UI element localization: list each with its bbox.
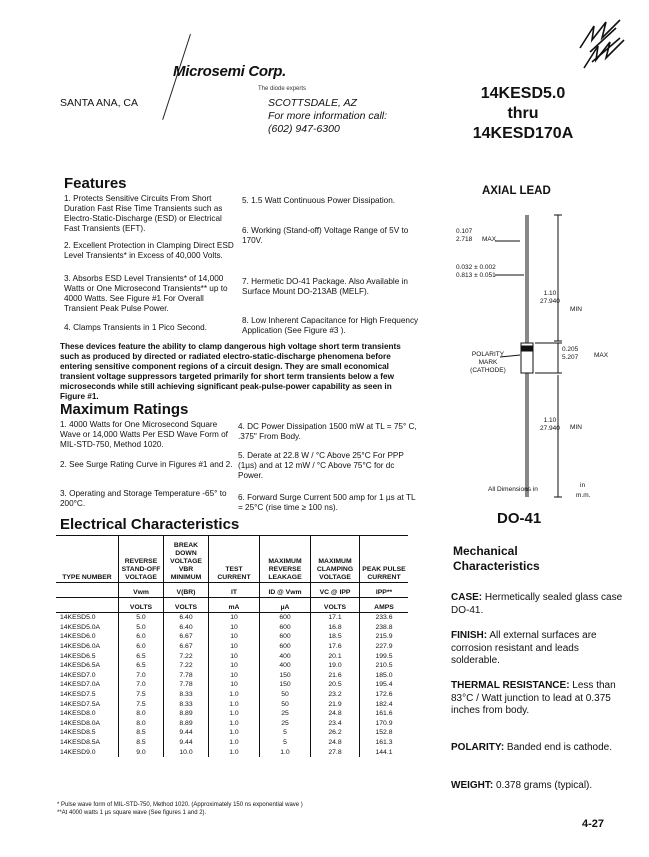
value-cell: 161.3 <box>360 738 409 748</box>
part-range-start: 14KESD5.0 <box>480 85 566 102</box>
value-cell: 10 <box>209 680 260 690</box>
value-cell: 8.89 <box>164 719 209 729</box>
type-number-cell: 14KESD8.0A <box>60 719 101 727</box>
value-cell: 10.0 <box>164 747 209 757</box>
col-unit: VOLTS <box>164 598 209 613</box>
table-row <box>56 738 408 748</box>
value-cell: 600 <box>260 613 311 623</box>
col-title: PEAK PULSE CURRENT <box>360 536 409 583</box>
rating-item: 4. DC Power Dissipation 1500 mW at TL = 75° C, .375" From Body. <box>238 422 417 441</box>
package-outline-diagram <box>420 205 615 505</box>
dim-tag: MIN <box>570 306 582 313</box>
location-left: SANTA ANA, CA <box>60 97 138 109</box>
value-cell: 5.0 <box>119 623 164 633</box>
value-cell: 6.67 <box>164 642 209 652</box>
col-title: TEST CURRENT <box>209 536 260 583</box>
dim-lead-length-2 <box>540 417 560 433</box>
part-range-thru: thru <box>507 105 539 122</box>
mechanical-heading-line: Characteristics <box>453 559 540 573</box>
col-unit: AMPS <box>360 598 409 613</box>
table-row <box>56 671 408 681</box>
type-number-cell: 14KESD7.5 <box>60 691 96 699</box>
dim-value: 0.107 <box>456 228 473 235</box>
rating-item: 3. Operating and Storage Temperature -65° to 200°C. <box>60 489 227 508</box>
features-heading: Features <box>64 175 127 192</box>
value-cell: 144.1 <box>360 747 409 757</box>
units-note: All Dimensions in <box>488 486 538 493</box>
table-notes <box>57 801 303 817</box>
value-cell: 195.4 <box>360 680 409 690</box>
dim-value: 1.10 <box>543 290 557 297</box>
value-cell: 199.5 <box>360 651 409 661</box>
col-title: BREAK DOWN VOLTAGE VBR MINIMUM <box>164 536 209 583</box>
value-cell: 152.8 <box>360 728 409 738</box>
feature-item: 8. Low Inherent Capacitance for High Frequency Application (See Figure #3 ). <box>242 316 419 335</box>
value-cell: 5 <box>260 738 311 748</box>
value-cell: 1.0 <box>209 738 260 748</box>
value-cell: 5.0 <box>119 613 164 623</box>
col-title: TYPE NUMBER <box>56 536 119 583</box>
feature-item: 6. Working (Stand-off) Voltage Range of 5V to 170V. <box>242 226 409 245</box>
value-cell: 1.0 <box>260 747 311 757</box>
value-cell: 7.5 <box>119 699 164 709</box>
value-cell: 1.0 <box>209 747 260 757</box>
value-cell: 10 <box>209 613 260 623</box>
value-cell: 10 <box>209 661 260 671</box>
table-row <box>56 690 408 700</box>
value-cell: 23.4 <box>311 719 360 729</box>
value-cell: 6.5 <box>119 651 164 661</box>
lead-type-label: AXIAL LEAD <box>482 185 551 197</box>
mech-label: POLARITY: <box>451 742 505 753</box>
electrical-table-body <box>56 613 408 757</box>
type-number-cell: 14KESD8.0 <box>60 710 96 718</box>
type-number-cell: 14KESD7.5A <box>60 700 101 708</box>
value-cell: 24.8 <box>311 738 360 748</box>
table-row <box>56 613 408 623</box>
value-cell: 17.6 <box>311 642 360 652</box>
value-cell: 7.78 <box>164 671 209 681</box>
value-cell: 7.22 <box>164 661 209 671</box>
value-cell: 600 <box>260 642 311 652</box>
type-number-cell: 14KESD8.5A <box>60 739 101 747</box>
mech-label: THERMAL RESISTANCE: <box>451 680 570 691</box>
dim-body-diameter <box>456 228 472 244</box>
rating-item: 6. Forward Surge Current 500 amp for 1 µs at TL = 25°C (rise time ≥ 100 ns). <box>238 493 416 512</box>
col-symbol <box>56 583 119 598</box>
contact-block <box>268 97 387 136</box>
value-cell: 6.0 <box>119 642 164 652</box>
rating-item: 5. Derate at 22.8 W / °C Above 25°C For PPP (1µs) and at 12 mW / °C Above 75°C for dc Power. <box>238 451 404 480</box>
value-cell: 10 <box>209 642 260 652</box>
mech-label: CASE: <box>451 592 483 603</box>
value-cell: 8.0 <box>119 719 164 729</box>
dim-value: 27.940 <box>540 425 560 432</box>
value-cell: 8.5 <box>119 738 164 748</box>
table-row <box>56 680 408 690</box>
table-row <box>56 709 408 719</box>
value-cell: 600 <box>260 623 311 633</box>
mech-item-case <box>451 592 626 617</box>
info-line: For more information call: <box>268 110 388 122</box>
value-cell: 400 <box>260 661 311 671</box>
phone-number: (602) 947-6300 <box>268 123 340 135</box>
col-unit: VOLTS <box>311 598 360 613</box>
value-cell: 24.8 <box>311 709 360 719</box>
table-row <box>56 651 408 661</box>
table-row <box>56 719 408 729</box>
table-row <box>56 623 408 633</box>
page-number: 4-27 <box>582 818 605 830</box>
value-cell: 1.0 <box>209 728 260 738</box>
feature-item: 1. Protects Sensitive Circuits From Short Duration Fast Rise Time Transients such as Electro-Static-Discharge (ESD) or Electrical Fast Transients (EFT). <box>64 194 223 233</box>
feature-item: 3. Absorbs ESD Level Transients* of 14,000 Watts or One Microsecond Transients** up to 4000 Watts. See Figure #1 For Overall Transient Peak Pulse Power. <box>64 274 228 313</box>
value-cell: 20.1 <box>311 651 360 661</box>
dim-value: 0.205 <box>562 346 579 353</box>
dim-value: 5.207 <box>562 354 579 361</box>
mech-item-thermal <box>451 680 626 718</box>
type-number-cell: 14KESD6.5 <box>60 652 96 660</box>
value-cell: 50 <box>260 699 311 709</box>
value-cell: 25 <box>260 709 311 719</box>
table-note: **At 4000 watts 1 µs square wave (See figures 1 and 2). <box>57 810 207 816</box>
dim-tag: MAX <box>482 236 497 243</box>
mech-text: Banded end is cathode. <box>504 742 613 753</box>
dim-body-length <box>562 346 578 362</box>
col-symbol: VC @ IPP <box>311 583 360 598</box>
value-cell: 215.9 <box>360 632 409 642</box>
table-row <box>56 632 408 642</box>
dim-tag: MAX <box>594 352 609 359</box>
mech-label: FINISH: <box>451 630 488 641</box>
value-cell: 8.33 <box>164 699 209 709</box>
mechanical-heading-line: Mechanical <box>453 544 518 558</box>
dim-value: 0.032 ± 0.002 <box>456 264 496 271</box>
brand-mark-icon <box>576 18 628 76</box>
value-cell: 8.5 <box>119 728 164 738</box>
mechanical-heading <box>453 544 540 574</box>
value-cell: 7.5 <box>119 690 164 700</box>
mech-text: All external surfaces are corrosion resistant and leads solderable. <box>451 630 597 666</box>
location-right: SCOTTSDALE, AZ <box>268 97 357 109</box>
table-row <box>56 747 408 757</box>
value-cell: 172.6 <box>360 690 409 700</box>
value-cell: 6.40 <box>164 623 209 633</box>
value-cell: 25 <box>260 719 311 729</box>
value-cell: 1.0 <box>209 690 260 700</box>
type-number-cell: 14KESD6.5A <box>60 662 101 670</box>
type-number-cell: 14KESD6.0A <box>60 643 101 651</box>
value-cell: 17.1 <box>311 613 360 623</box>
col-title: MAXIMUM CLAMPING VOLTAGE <box>311 536 360 583</box>
col-symbol: Vwm <box>119 583 164 598</box>
feature-item: 7. Hermetic DO-41 Package. Also Available in Surface Mount DO-213AB (MELF). <box>242 277 408 296</box>
table-row <box>56 699 408 709</box>
dim-lead-diameter <box>456 264 496 280</box>
value-cell: 161.6 <box>360 709 409 719</box>
value-cell: 233.6 <box>360 613 409 623</box>
col-title: REVERSE STAND-OFF VOLTAGE <box>119 536 164 583</box>
value-cell: 8.33 <box>164 690 209 700</box>
mech-text: 0.378 grams (typical). <box>493 780 593 791</box>
value-cell: 150 <box>260 671 311 681</box>
type-number-cell: 14KESD7.0 <box>60 671 96 679</box>
col-unit: VOLTS <box>119 598 164 613</box>
features-paragraph: These devices feature the ability to clamp dangerous high voltage short term transients such as produced by directed or radiated electro-static-discharge phenomena before entering sensitive component regions of a circuit design. They are small economical transient voltage suppressors targeted primarily for short term transients below a few microseconds while still achieving significant peak-pulse-power capability as seen in Figure #1. <box>60 342 401 401</box>
rating-item: 2. See Surge Rating Curve in Figures #1 and 2. <box>60 460 233 469</box>
type-number-cell: 14KESD9.0 <box>60 748 96 756</box>
dim-value: 27.940 <box>540 298 560 305</box>
value-cell: 10 <box>209 632 260 642</box>
col-unit <box>56 598 119 613</box>
value-cell: 10 <box>209 651 260 661</box>
polarity-mark-label: POLARITY MARK (CATHODE) <box>470 351 506 374</box>
mech-item-weight <box>451 780 626 793</box>
electrical-heading: Electrical Characteristics <box>60 516 240 533</box>
table-row <box>56 661 408 671</box>
table-row <box>56 728 408 738</box>
value-cell: 16.8 <box>311 623 360 633</box>
type-number-cell: 14KESD6.0 <box>60 633 96 641</box>
value-cell: 5 <box>260 728 311 738</box>
dim-value: 2.718 <box>456 236 473 243</box>
mech-item-finish <box>451 630 626 668</box>
company-logo: Microsemi Corp. <box>173 63 287 80</box>
part-range-end: 14KESD170A <box>472 125 574 142</box>
company-tagline: The diode experts <box>258 86 307 92</box>
part-range-title <box>453 84 593 144</box>
feature-item: 2. Excellent Protection in Clamping Direct ESD Level Transients* in Excess of 40,000 Volts. <box>64 241 234 260</box>
value-cell: 170.9 <box>360 719 409 729</box>
type-number-cell: 14KESD7.0A <box>60 681 101 689</box>
value-cell: 7.22 <box>164 651 209 661</box>
value-cell: 227.9 <box>360 642 409 652</box>
col-unit: mA <box>209 598 260 613</box>
mech-item-polarity <box>451 742 626 755</box>
value-cell: 6.5 <box>119 661 164 671</box>
feature-item: 5. 1.5 Watt Continuous Power Dissipation. <box>242 196 396 205</box>
value-cell: 9.0 <box>119 747 164 757</box>
value-cell: 238.8 <box>360 623 409 633</box>
value-cell: 182.4 <box>360 699 409 709</box>
value-cell: 9.44 <box>164 738 209 748</box>
type-number-cell: 14KESD5.0A <box>60 623 101 631</box>
electrical-table <box>56 535 408 757</box>
value-cell: 210.5 <box>360 661 409 671</box>
value-cell: 19.0 <box>311 661 360 671</box>
col-symbol: IPP** <box>360 583 409 598</box>
mech-text: Hermetically sealed glass case DO-41. <box>451 592 623 616</box>
table-note: * Pulse wave form of MIL-STD-750, Method 1020. (Approximately 150 ns exponential wave ) <box>57 802 303 808</box>
value-cell: 9.44 <box>164 728 209 738</box>
value-cell: 400 <box>260 651 311 661</box>
value-cell: 7.0 <box>119 671 164 681</box>
dim-lead-length-1 <box>540 290 560 306</box>
value-cell: 18.5 <box>311 632 360 642</box>
value-cell: 7.0 <box>119 680 164 690</box>
value-cell: 1.0 <box>209 709 260 719</box>
value-cell: 8.0 <box>119 709 164 719</box>
value-cell: 23.2 <box>311 690 360 700</box>
dim-value: 0.813 ± 0.051 <box>456 272 496 279</box>
value-cell: 26.2 <box>311 728 360 738</box>
rating-item: 1. 4000 Watts for One Microsecond Square Wave or 14,000 Watts Per ESD Wave Form of MIL-STD-750, Method 1020. <box>60 420 228 449</box>
value-cell: 6.0 <box>119 632 164 642</box>
mech-label: WEIGHT: <box>451 780 494 791</box>
value-cell: 1.0 <box>209 719 260 729</box>
dim-tag: MIN <box>570 424 582 431</box>
value-cell: 6.67 <box>164 632 209 642</box>
value-cell: 27.8 <box>311 747 360 757</box>
col-unit: µA <box>260 598 311 613</box>
value-cell: 10 <box>209 623 260 633</box>
package-name: DO-41 <box>497 510 542 527</box>
value-cell: 10 <box>209 671 260 681</box>
value-cell: 20.5 <box>311 680 360 690</box>
value-cell: 21.6 <box>311 671 360 681</box>
dim-value: 1.10 <box>543 417 557 424</box>
units-note: in <box>580 482 586 489</box>
value-cell: 8.89 <box>164 709 209 719</box>
col-symbol: IT <box>209 583 260 598</box>
mech-text: Less than 83°C / Watt junction to lead at 0.375 inches from body. <box>451 680 616 716</box>
value-cell: 600 <box>260 632 311 642</box>
value-cell: 7.78 <box>164 680 209 690</box>
max-ratings-heading: Maximum Ratings <box>60 401 189 418</box>
units-note: m.m. <box>576 492 591 499</box>
col-symbol: ID @ Vwm <box>260 583 311 598</box>
value-cell: 50 <box>260 690 311 700</box>
feature-item: 4. Clamps Transients in 1 Pico Second. <box>64 323 207 332</box>
type-number-cell: 14KESD5.0 <box>56 613 119 623</box>
col-symbol: V(BR) <box>164 583 209 598</box>
value-cell: 150 <box>260 680 311 690</box>
table-row <box>56 642 408 652</box>
type-number-cell: 14KESD8.5 <box>60 729 96 737</box>
value-cell: 6.40 <box>164 613 209 623</box>
value-cell: 21.9 <box>311 699 360 709</box>
col-title: MAXIMUM REVERSE LEAKAGE <box>260 536 311 583</box>
value-cell: 185.0 <box>360 671 409 681</box>
value-cell: 1.0 <box>209 699 260 709</box>
